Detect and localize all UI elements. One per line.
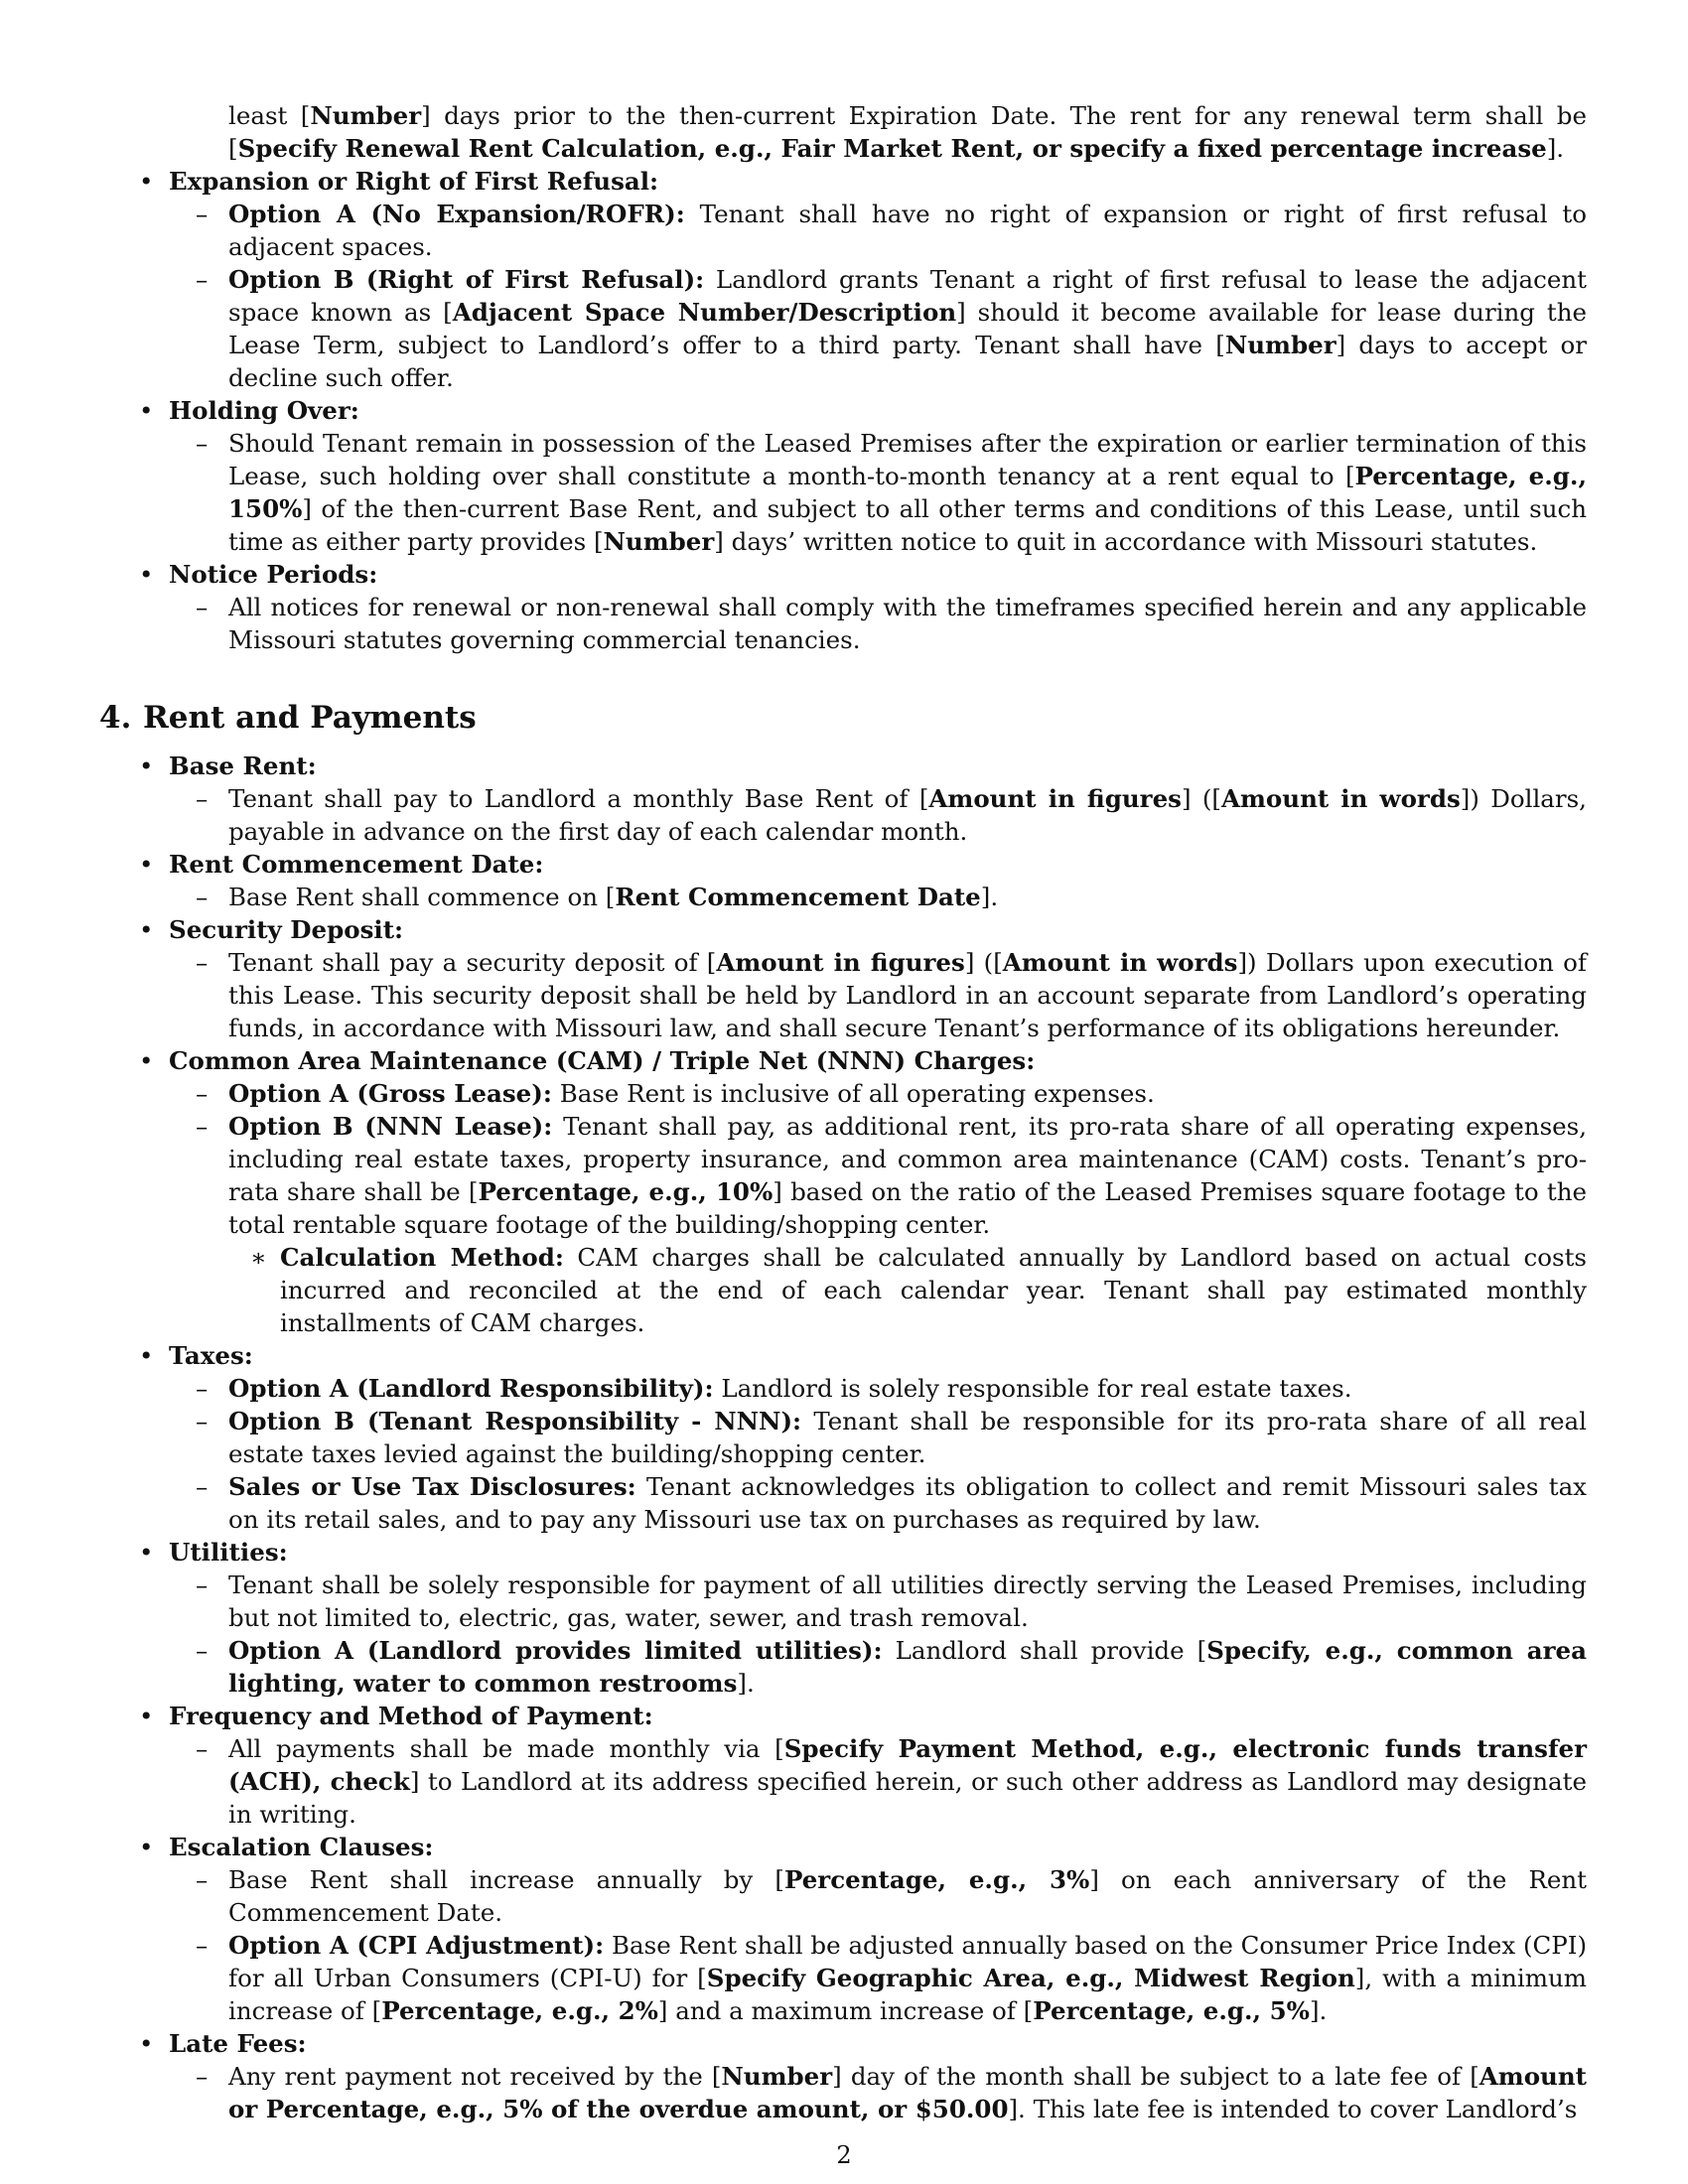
- renewal-continuation: least [Number] days prior to the then-current Expiration Date. The rent for any renewal term shall be [Specify Renewal Rent Calculation, e.g., Fair Market Rent, or specify a fixed percentage increase].: [228, 101, 1587, 163]
- taxes-heading: Taxes:: [169, 1341, 253, 1370]
- cam-option-a: – Option A (Gross Lease): Base Rent is inclusive of all operating expenses.: [196, 1079, 1155, 1108]
- bullet-marker: •: [139, 751, 154, 780]
- escalation-option-a: – Option A (CPI Adjustment): Base Rent shall be adjusted annually based on the Consumer Price Index (CPI) for all Urban Consumers (CPI-U) for [Specify Geographic Area, e.g., Midwest Region], with a minimum increase of [Percentage, e.g., 2%] and a maximum increase of [Percentage, e.g., 5%].: [196, 1931, 1587, 2025]
- base-rent-item: [99, 750, 1587, 782]
- security-deposit-heading: Security Deposit:: [169, 915, 404, 944]
- dash-marker: –: [196, 1407, 209, 1435]
- late-fees-heading: Late Fees:: [169, 2029, 307, 2058]
- dash-marker: –: [196, 1931, 209, 1960]
- payment-heading: Frequency and Method of Payment:: [169, 1702, 653, 1730]
- dash-marker: –: [196, 1636, 209, 1665]
- cam-calculation-method: ∗ Calculation Method: CAM charges shall be calculated annually by Landlord based on actual costs incurred and reconciled at the end of each calendar year. Tenant shall pay estimated monthly installments of CAM charges.: [250, 1243, 1588, 1337]
- dash-marker: –: [196, 1865, 209, 1894]
- dash-marker: –: [196, 883, 209, 911]
- dash-marker: –: [196, 784, 209, 813]
- bullet-marker: •: [139, 1833, 154, 1861]
- bullet-marker: •: [139, 1538, 154, 1567]
- notice-periods-item: [99, 558, 1587, 591]
- taxes-item: [99, 1339, 1587, 1372]
- bullet-marker: •: [139, 2029, 154, 2058]
- bullet-marker: •: [139, 915, 154, 944]
- dash-marker: –: [196, 1472, 209, 1501]
- dash-marker: –: [196, 1112, 209, 1141]
- bullet-marker: •: [139, 167, 154, 196]
- dash-marker: –: [196, 1570, 209, 1599]
- bullet-marker: •: [139, 1702, 154, 1730]
- cam-heading: Common Area Maintenance (CAM) / Triple Net (NNN) Charges:: [169, 1046, 1036, 1075]
- rent-commencement-text: – Base Rent shall commence on [Rent Commencement Date].: [196, 883, 999, 911]
- bullet-marker: •: [139, 1046, 154, 1075]
- dash-marker: –: [196, 948, 209, 977]
- late-fees-item: [99, 2027, 1587, 2060]
- page-number: 2: [836, 2141, 852, 2169]
- taxes-sales-use: – Sales or Use Tax Disclosures: Tenant acknowledges its obligation to collect and remit Missouri sales tax on its retail sales, and to pay any Missouri use tax on purchases as required by law.: [196, 1472, 1587, 1534]
- dash-marker: –: [196, 429, 209, 458]
- expansion-option-a: – Option A (No Expansion/ROFR): Tenant shall have no right of expansion or right of first refusal to adjacent spaces.: [196, 200, 1587, 261]
- utilities-item: [99, 1536, 1587, 1569]
- holding-over-heading: Holding Over:: [169, 396, 359, 425]
- base-rent-heading: Base Rent:: [169, 751, 317, 780]
- dash-marker: –: [196, 1079, 209, 1108]
- late-fees-text: – Any rent payment not received by the [Number] day of the month shall be subject to a late fee of [Amount or Percentage, e.g., 5% of the overdue amount, or $50.00]. This late fee is intended to cover Landlord’s: [196, 2062, 1587, 2123]
- section-title: Rent and Payments: [143, 700, 477, 736]
- base-rent-text: – Tenant shall pay to Landlord a monthly Base Rent of [Amount in figures] ([Amount in words]) Dollars, payable in advance on the first day of each calendar month.: [196, 784, 1587, 846]
- payment-item: [99, 1700, 1587, 1732]
- dash-marker: –: [196, 593, 209, 621]
- section-number: 4.: [99, 700, 132, 736]
- rent-commencement-heading: Rent Commencement Date:: [169, 850, 544, 879]
- holding-over-item: [99, 394, 1587, 427]
- expansion-heading: Expansion or Right of First Refusal:: [169, 167, 659, 196]
- dash-marker: –: [196, 265, 209, 294]
- taxes-option-a: – Option A (Landlord Responsibility): Landlord is solely responsible for real estate taxes.: [196, 1374, 1352, 1403]
- utilities-heading: Utilities:: [169, 1538, 288, 1567]
- page-content: [99, 99, 1587, 2125]
- utilities-option-a: – Option A (Landlord provides limited utilities): Landlord shall provide [Specify, e.g., common area lighting, water to common restrooms].: [196, 1636, 1588, 1698]
- cam-item: [99, 1044, 1587, 1077]
- escalation-heading: Escalation Clauses:: [169, 1833, 434, 1861]
- notice-periods-heading: Notice Periods:: [169, 560, 378, 589]
- bullet-marker: •: [139, 560, 154, 589]
- holding-over-text: – Should Tenant remain in possession of the Leased Premises after the expiration or earlier termination of this Lease, such holding over shall constitute a month-to-month tenancy at a rent equal to [Percentage, e.g., 150%] of the then-current Base Rent, and subject to all other terms and conditions of this Lease, until such time as either party provides [Number] days’ written notice to quit in accordance with Missouri statutes.: [196, 429, 1587, 556]
- dash-marker: –: [196, 1734, 209, 1763]
- bullet-marker: •: [139, 1341, 154, 1370]
- dash-marker: –: [196, 200, 209, 228]
- section-heading-rent-and-payments: [99, 698, 1587, 738]
- security-deposit-text: – Tenant shall pay a security deposit of [Amount in figures] ([Amount in words]) Dollars upon execution of this Lease. This security deposit shall be held by Landlord in an account separate from Landlord’s operating funds, in accordance with Missouri law, and shall secure Tenant’s performance of its obligations hereunder.: [196, 948, 1587, 1042]
- security-deposit-item: [99, 913, 1587, 946]
- cam-option-b: – Option B (NNN Lease): Tenant shall pay, as additional rent, its pro-rata share of all operating expenses, including real estate taxes, property insurance, and common area maintenance (CAM) costs. Tenant’s pro-rata share shall be [Percentage, e.g., 10%] based on the ratio of the Leased Premises square footage to the total rentable square footage of the building/shopping center.: [196, 1112, 1587, 1239]
- dash-marker: –: [196, 1374, 209, 1403]
- dash-marker: –: [196, 2062, 209, 2091]
- taxes-option-b: – Option B (Tenant Responsibility - NNN): Tenant shall be responsible for its pro-rata share of all real estate taxes levied against the building/shopping center.: [196, 1407, 1587, 1468]
- expansion-item: [99, 165, 1587, 198]
- bullet-marker: •: [139, 850, 154, 879]
- star-marker: ∗: [250, 1243, 267, 1272]
- bullet-marker: •: [139, 396, 154, 425]
- utilities-text: – Tenant shall be solely responsible for payment of all utilities directly serving the Leased Premises, including but not limited to, electric, gas, water, sewer, and trash removal.: [196, 1570, 1587, 1632]
- expansion-option-b: – Option B (Right of First Refusal): Landlord grants Tenant a right of first refusal to lease the adjacent space known as [Adjacent Space Number/Description] should it become available for lease during the Lease Term, subject to Landlord’s offer to a third party. Tenant shall have [Number] days to accept or decline such offer.: [196, 265, 1588, 392]
- escalation-text: – Base Rent shall increase annually by [Percentage, e.g., 3%] on each anniversary of the Rent Commencement Date.: [196, 1865, 1588, 1927]
- rent-commencement-item: [99, 848, 1587, 881]
- escalation-item: [99, 1831, 1587, 1863]
- payment-text: – All payments shall be made monthly via [Specify Payment Method, e.g., electronic funds transfer (ACH), check] to Landlord at its address specified herein, or such other address as Landlord may designate in writing.: [196, 1734, 1587, 1829]
- notice-periods-text: – All notices for renewal or non-renewal shall comply with the timeframes specified herein and any applicable Missouri statutes governing commercial tenancies.: [196, 593, 1587, 654]
